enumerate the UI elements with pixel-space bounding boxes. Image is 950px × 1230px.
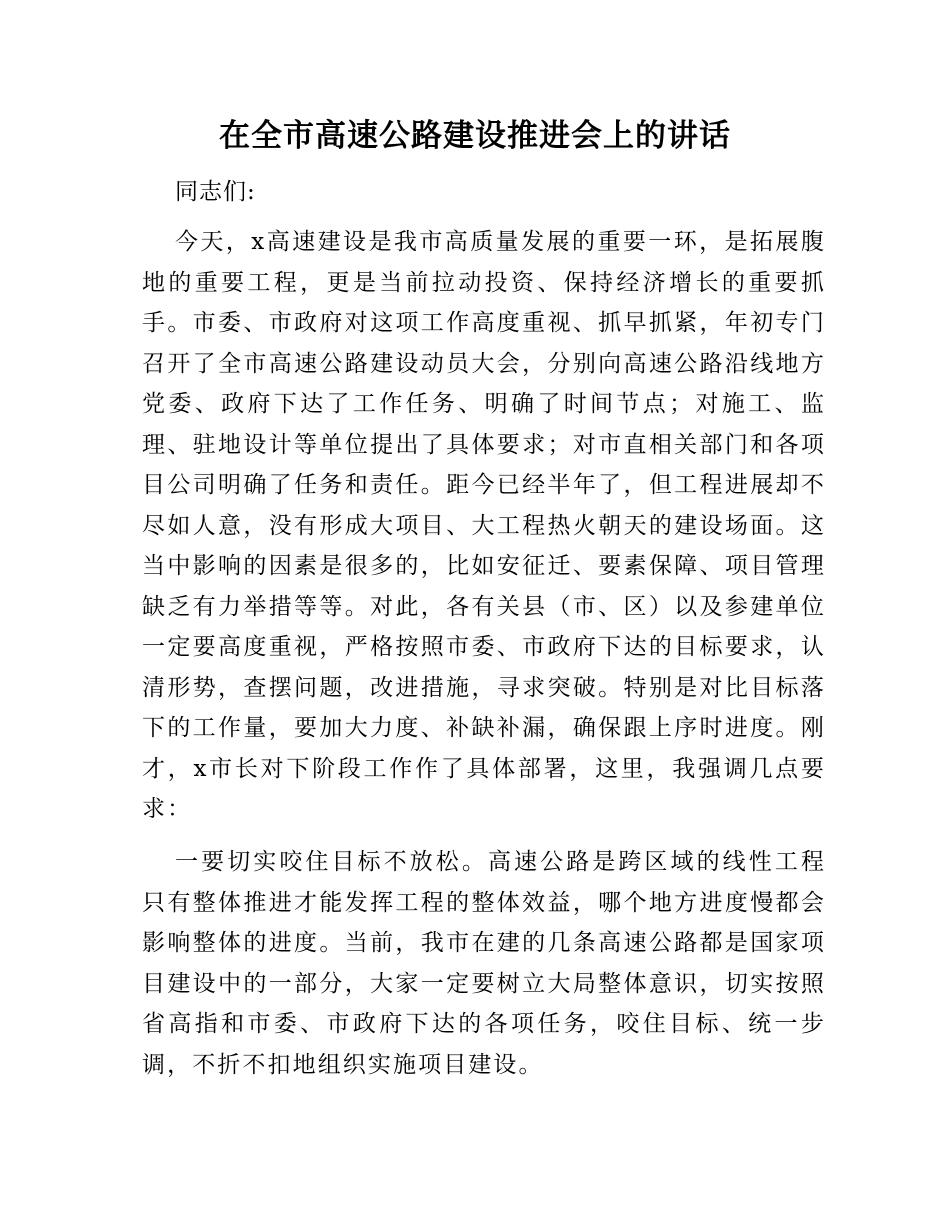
document-title: 在全市高速公路建设推进会上的讲话 (219, 118, 731, 154)
salutation: 同志们: (175, 179, 256, 205)
paragraph-requirement-1: 一要切实咬住目标不放松。高速公路是跨区域的线性工程只有整体推进才能发挥工程的整体效益，哪个地方进度慢都会影响整体的进度。当前，我市在建的几条高速公路都是国家项目建设中的一部分，大家一定要树立大局整体意识，切实按照省高指和市委、市政府下达的各项任务，咬住目标、统一步调，不折不扣地组织实施项目建设。 (142, 849, 826, 1078)
paragraph-intro: 今天，x高速建设是我市高质量发展的重要一环，是拓展腹地的重要工程，更是当前拉动投资、保持经济增长的重要抓手。市委、市政府对这项工作高度重视、抓早抓紧，年初专门召开了全市高速公路建设动员大会，分别向高速公路沿线地方党委、政府下达了工作任务、明确了时间节点；对施工、监理、驻地设计等单位提出了具体要求；对市直相关部门和各项目公司明确了任务和责任。距今已经半年了，但工程进展却不尽如人意，没有形成大项目、大工程热火朝天的建设场面。这当中影响的因素是很多的，比如安征迁、要素保障、项目管理缺乏有力举措等等。对此，各有关县（市、区）以及参建单位一定要高度重视，严格按照市委、市政府下达的目标要求，认清形势，查摆问题，改进措施，寻求突破。特别是对比目标落下的工作量，要加大力度、补缺补漏，确保跟上序时进度。刚才，x市长对下阶段工作作了具体部署，这里，我强调几点要求： (142, 229, 826, 822)
